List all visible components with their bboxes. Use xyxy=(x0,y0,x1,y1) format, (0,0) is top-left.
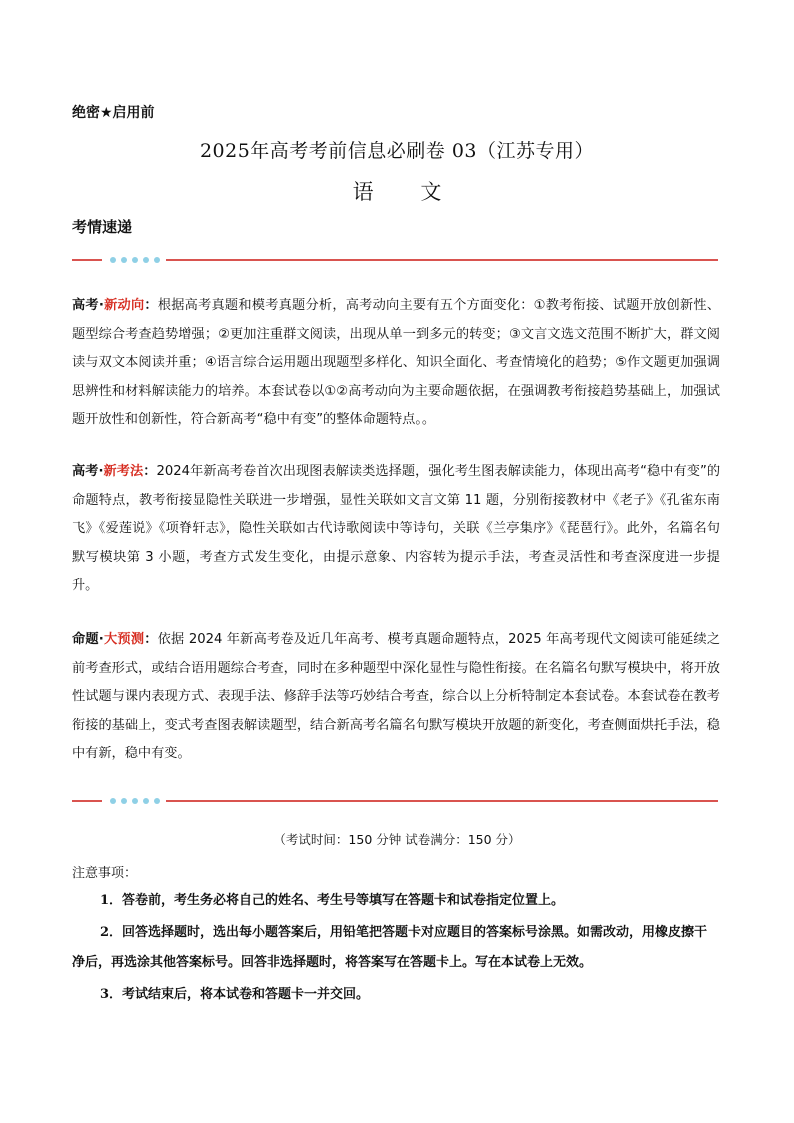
paragraph-label-highlight: 大预测 xyxy=(103,632,145,647)
divider-dots xyxy=(110,255,160,265)
divider-dot xyxy=(132,798,138,804)
divider-dot xyxy=(154,257,160,263)
divider-line-right xyxy=(166,259,718,261)
confidential-mark: 绝密★启用前 xyxy=(72,105,155,121)
divider-dot xyxy=(143,798,149,804)
notice-item: 2．回答选择题时，选出每小题答案后，用铅笔把答题卡对应题目的答案标号涂黑。如需改动，用橡皮擦干净后，再选涂其他答案标号。回答非选择题时，将答案写在答题卡上。写在本试卷上无效。 xyxy=(72,925,708,970)
decorative-divider-top xyxy=(72,253,718,267)
paragraph-text: 依据 2024 年新高考卷及近几年高考、模考真题命题特点，2025 年高考现代文阅读可能延续之前考查形式，或结合语用题综合考查，同时在多种题型中深化显性与隐性衔接。在名篇名句默写模块中，将开放性试题与课内表现方式、表现手法、修辞手法等巧妙结合考查，综合以上分析特制定本套试卷。本套试卷在教考衔接的基础上，变式考查图表解读题型，结合新高考名篇名句默写模块开放题的新变化，考查侧面烘托手法，稳中有新，稳中有变。 xyxy=(72,632,721,761)
paragraph-label-prefix: 高考· xyxy=(72,298,104,313)
divider-dots xyxy=(110,796,160,806)
subject-title: 语 文 xyxy=(352,180,462,204)
notice-heading: 注意事项： xyxy=(72,866,138,881)
divider-line-left xyxy=(72,259,102,261)
paragraph-prediction xyxy=(72,626,720,769)
page-title: 2025年高考考前信息必刷卷 03（江苏专用） xyxy=(199,140,595,162)
paragraph-new-trend xyxy=(72,292,720,435)
paragraph-label-colon: ： xyxy=(144,632,158,647)
divider-dot xyxy=(110,257,116,263)
paragraph-label-highlight: 新考法 xyxy=(103,464,144,479)
divider-dot xyxy=(121,257,127,263)
paragraph-label-colon: ： xyxy=(143,464,157,479)
divider-dot xyxy=(143,257,149,263)
paragraph-text: 2024年新高考卷首次出现图表解读类选择题，强化考生图表解读能力，体现出高考“稳中有变”的命题特点，教考衔接显隐性关联进一步增强，显性关联如文言文第 11 题，分别衔接教材中《老子》《孔雀东南飞》《爱莲说》《项脊轩志》，隐性关联如古代诗歌阅读中等诗句，关联《兰亭集序》《琵琶行》。此外，名篇名句默写模块第 3 小题，考查方式发生变化，由提示意象、内容转为提示手法，考查灵活性和考查深度进一步提升。 xyxy=(72,464,721,593)
decorative-divider-bottom xyxy=(72,794,718,808)
divider-line-right xyxy=(166,800,718,802)
paragraph-text: 根据高考真题和模考真题分析，高考动向主要有五个方面变化：①教考衔接、试题开放创新性、题型综合考查趋势增强；②更加注重群文阅读，出现从单一到多元的转变；③文言文选文范围不断扩大，群文阅读与双文本阅读并重；④语言综合运用题出现题型多样化、知识全面化、考查情境化的趋势；⑤作文题更加强调思辨性和材料解读能力的培养。本套试卷以①②高考动向为主要命题依据，在强调教考衔接趋势基础上，加强试题开放性和创新性，符合新高考“稳中有变”的整体命题特点。。 xyxy=(72,298,721,427)
paragraph-label-colon: ： xyxy=(144,298,158,313)
divider-line-left xyxy=(72,800,102,802)
notice-item: 1．答卷前，考生务必将自己的姓名、考生号等填写在答题卡和试卷指定位置上。 xyxy=(100,893,565,908)
paragraph-new-method xyxy=(72,458,720,601)
section-heading: 考情速递 xyxy=(72,218,133,236)
exam-time-score: （考试时间：150 分钟 试卷满分：150 分） xyxy=(273,832,521,847)
divider-dot xyxy=(132,257,138,263)
notice-item: 3．考试结束后，将本试卷和答题卡一并交回。 xyxy=(100,987,370,1002)
divider-dot xyxy=(154,798,160,804)
paragraph-label-prefix: 高考· xyxy=(72,464,104,479)
paragraph-label-prefix: 命题· xyxy=(72,632,104,647)
divider-dot xyxy=(110,798,116,804)
divider-dot xyxy=(121,798,127,804)
paragraph-label-highlight: 新动向 xyxy=(103,298,145,313)
